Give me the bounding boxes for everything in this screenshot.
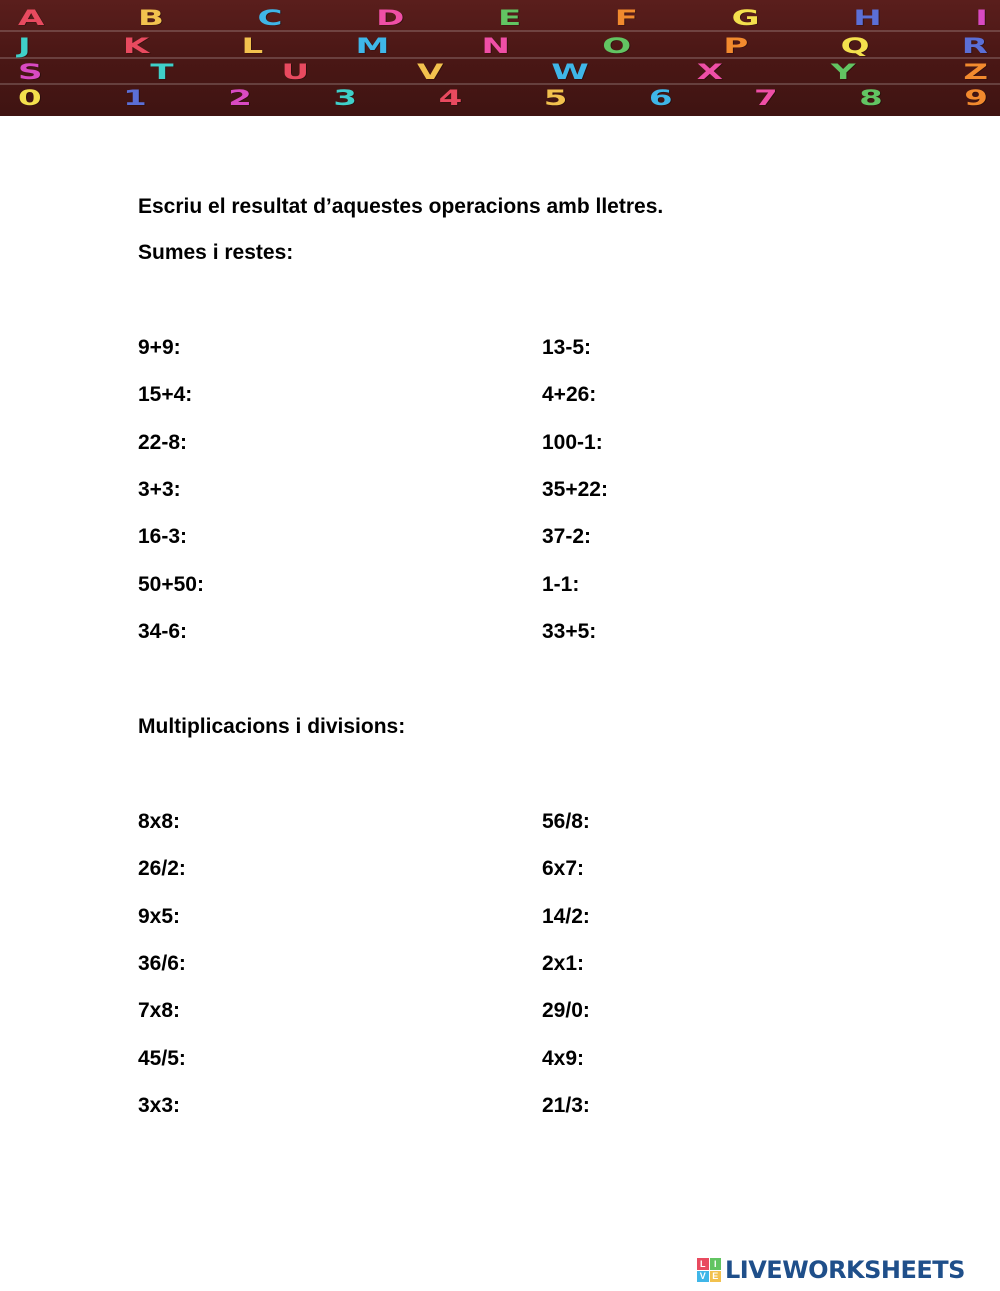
- operation-left: 16-3:: [138, 525, 188, 548]
- banner-glyph: V: [417, 59, 444, 85]
- banner-glyph: W: [551, 59, 589, 85]
- banner-row-letters-j-r: [18, 32, 988, 60]
- operation-left: 7x8:: [138, 999, 181, 1022]
- banner-glyph: 4: [438, 85, 463, 111]
- operation-right: 6x7:: [542, 857, 585, 880]
- operation-left: 3x3:: [138, 1094, 181, 1117]
- banner-glyph: R: [961, 33, 988, 59]
- operation-left: 34-6:: [138, 620, 188, 643]
- logo-text: LIVEWORKSHEETS: [725, 1256, 965, 1284]
- section-title-sums: Sumes i restes:: [138, 241, 294, 264]
- banner-glyph: 0: [18, 85, 42, 111]
- banner-glyph: E: [497, 5, 522, 31]
- logo-mark-letter: E: [710, 1271, 722, 1283]
- logo-mark-letter: V: [697, 1271, 709, 1283]
- banner-row-letters-a-i: [18, 4, 988, 32]
- banner-glyph: I: [975, 5, 988, 31]
- banner-glyph: X: [696, 59, 723, 85]
- banner-glyph: 7: [753, 85, 778, 111]
- banner-glyph: M: [355, 33, 390, 59]
- operation-left: 15+4:: [138, 383, 193, 406]
- banner-glyph: C: [257, 5, 283, 31]
- banner-glyph: 5: [543, 85, 568, 111]
- banner-glyph: B: [137, 5, 164, 31]
- operation-left: 9+9:: [138, 336, 181, 359]
- banner-glyph: 2: [228, 85, 252, 111]
- operation-right: 4x9:: [542, 1047, 585, 1070]
- operation-right: 56/8:: [542, 810, 590, 833]
- banner-glyph: 8: [859, 85, 883, 111]
- banner-glyph: O: [602, 33, 632, 59]
- instruction-heading: Escriu el resultat d’aquestes operacions amb lletres.: [138, 195, 664, 218]
- banner-glyph: 3: [333, 85, 358, 111]
- logo-mark-letter: I: [710, 1258, 722, 1270]
- operation-right: 13-5:: [542, 336, 592, 359]
- operation-right: 29/0:: [542, 999, 590, 1022]
- operation-left: 9x5:: [138, 905, 181, 928]
- operation-right: 1-1:: [542, 573, 580, 596]
- banner-glyph: Y: [830, 59, 856, 85]
- banner-glyph: 6: [648, 85, 673, 111]
- operation-right: 14/2:: [542, 905, 590, 928]
- operation-left: 22-8:: [138, 431, 188, 454]
- banner-glyph: L: [241, 33, 264, 59]
- operation-left: 3+3:: [138, 478, 181, 501]
- banner-glyph: F: [614, 5, 639, 31]
- banner-glyph: H: [853, 5, 882, 31]
- operation-right: 35+22:: [542, 478, 608, 501]
- liveworksheets-logo-icon: [697, 1258, 721, 1282]
- banner-glyph: A: [18, 5, 45, 31]
- operation-right: 33+5:: [542, 620, 597, 643]
- liveworksheets-logo: [697, 1256, 965, 1284]
- banner-glyph: Z: [963, 59, 988, 85]
- banner-glyph: 1: [123, 85, 147, 111]
- banner-row-letters-s-z: [18, 58, 988, 86]
- banner-glyph: P: [723, 33, 749, 59]
- operation-left: 50+50:: [138, 573, 204, 596]
- banner-glyph: 9: [964, 85, 988, 111]
- operation-left: 36/6:: [138, 952, 186, 975]
- banner-glyph: U: [281, 59, 310, 85]
- banner-row-digits: [18, 84, 988, 112]
- operation-right: 37-2:: [542, 525, 592, 548]
- operation-left: 26/2:: [138, 857, 186, 880]
- banner-glyph: K: [122, 33, 150, 59]
- operation-right: 2x1:: [542, 952, 585, 975]
- banner-glyph: S: [18, 59, 43, 85]
- banner-glyph: N: [481, 33, 510, 59]
- operation-right: 21/3:: [542, 1094, 590, 1117]
- section-title-multiplications: Multiplicacions i divisions:: [138, 715, 406, 738]
- operation-left: 45/5:: [138, 1047, 186, 1070]
- operation-left: 8x8:: [138, 810, 181, 833]
- banner-glyph: Q: [840, 33, 870, 59]
- alphabet-banner: [0, 0, 1000, 116]
- operation-right: 100-1:: [542, 431, 603, 454]
- logo-mark-letter: L: [697, 1258, 709, 1270]
- banner-glyph: D: [376, 5, 405, 31]
- operation-right: 4+26:: [542, 383, 597, 406]
- banner-glyph: T: [150, 59, 174, 85]
- banner-glyph: J: [18, 33, 31, 59]
- banner-glyph: G: [731, 5, 760, 31]
